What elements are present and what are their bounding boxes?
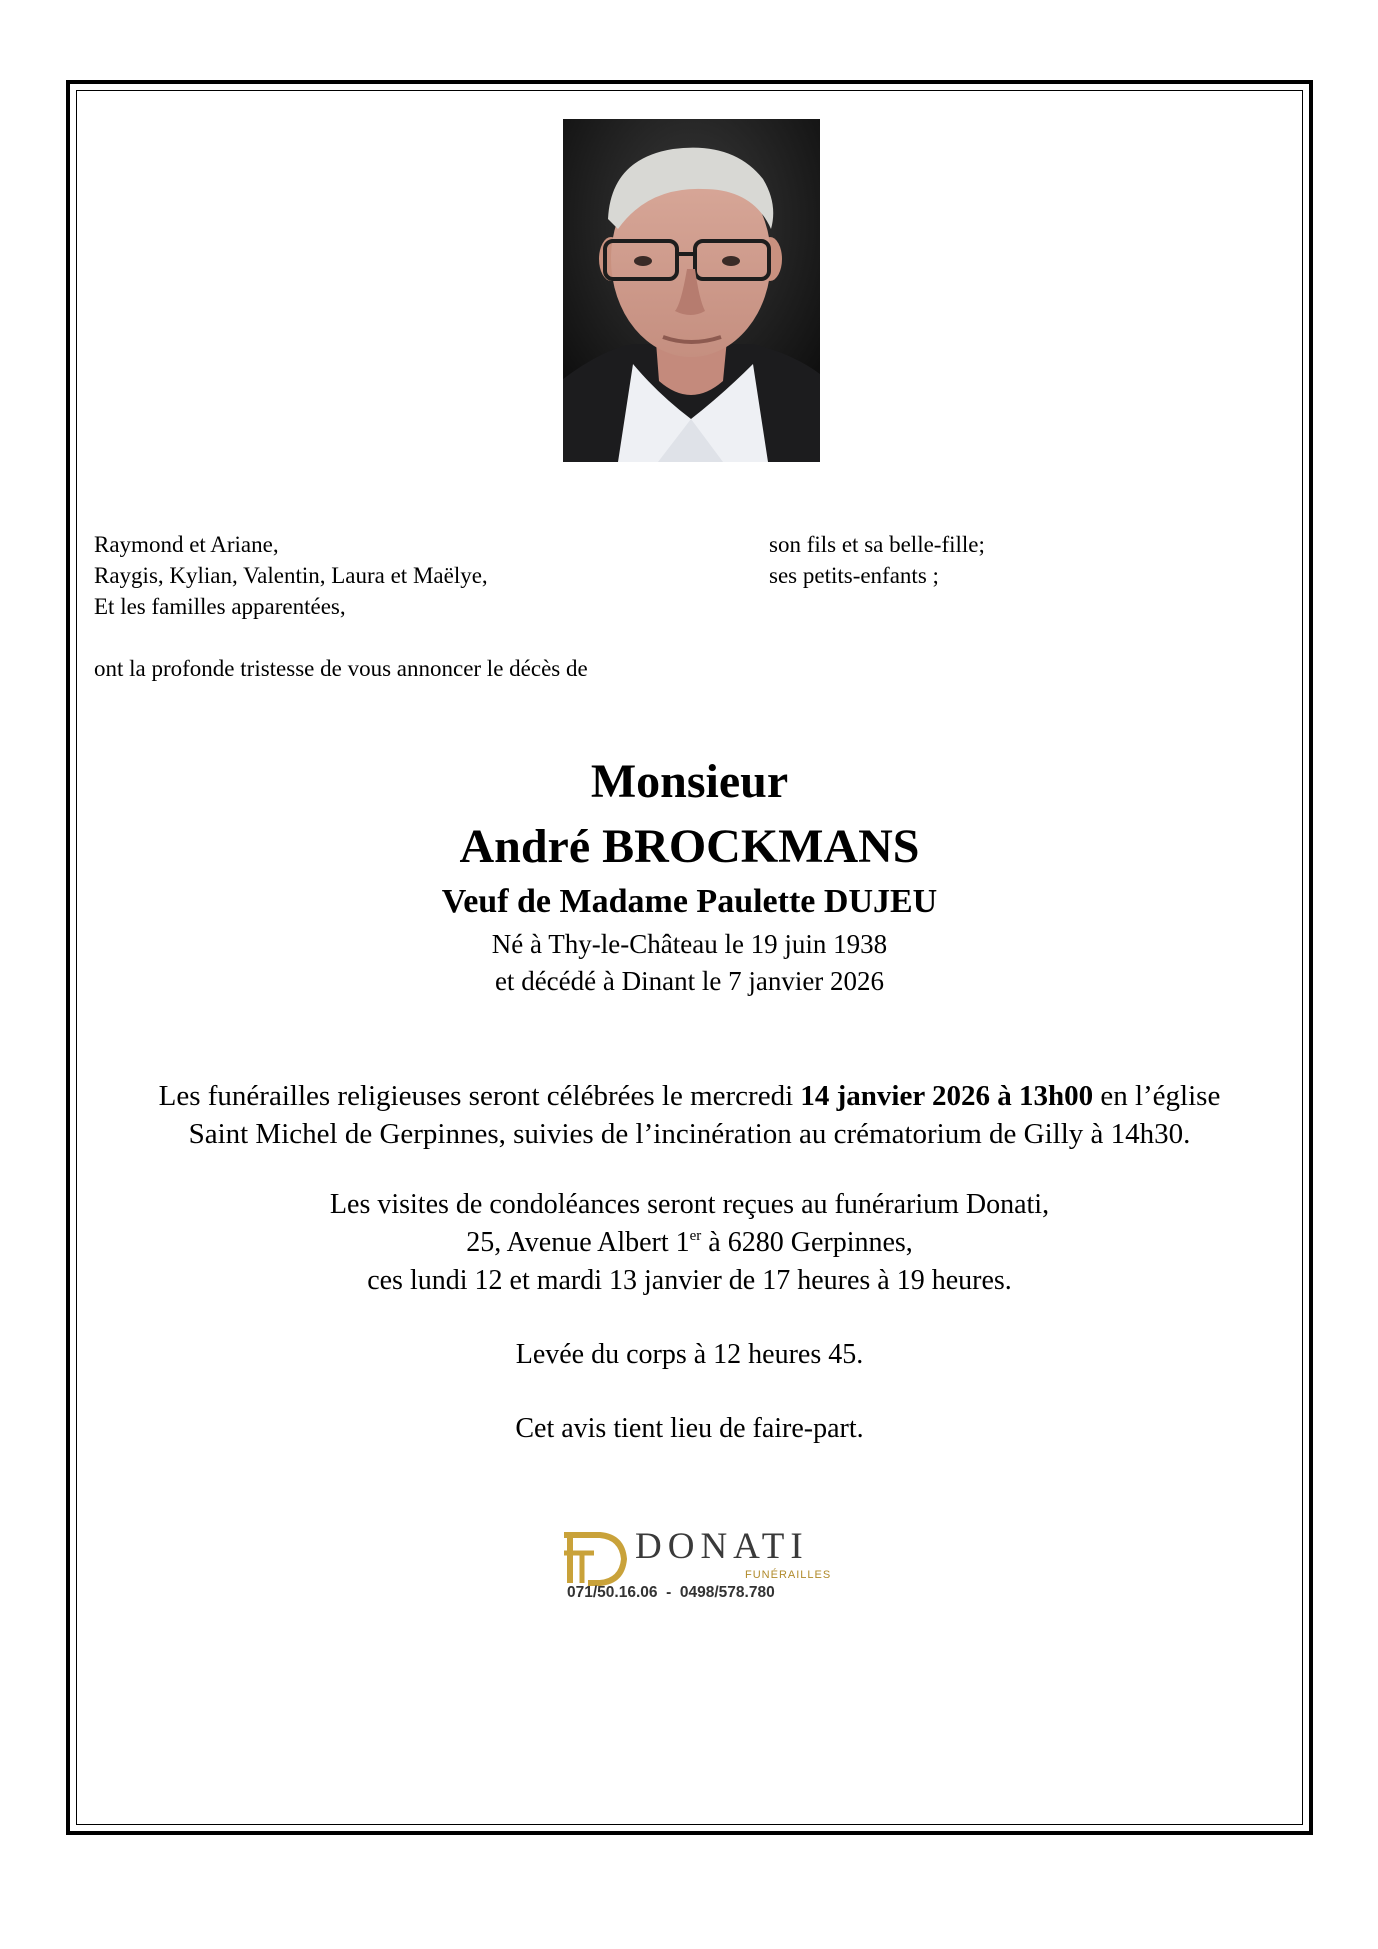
family-relation: ses petits-enfants ; — [769, 563, 939, 588]
family-row — [94, 560, 1094, 591]
portrait-photo — [563, 119, 820, 462]
announcement-text: ont la profonde tristesse de vous annoncer le décès de — [94, 656, 588, 681]
funeral-line-2: Saint Michel de Gerpinnes, suivies de l’incinération au crématorium de Gilly à 14h30. — [188, 1118, 1191, 1150]
visits-address — [66, 1224, 1313, 1262]
donati-logo — [555, 1525, 830, 1615]
logo-phones: 071/50.16.06 - 0498/578.780 — [567, 1584, 775, 1601]
birth-line: Né à Thy-le-Château le 19 juin 1938 — [491, 929, 888, 959]
funeral-line-1 — [66, 1077, 1313, 1115]
family-list — [94, 529, 1094, 622]
widow-line: Veuf de Madame Paulette DUJEU — [441, 883, 938, 920]
honorific-title: Monsieur — [590, 755, 789, 808]
address-superscript: er — [689, 1228, 702, 1244]
family-member: Raygis, Kylian, Valentin, Laura et Maëlye, — [94, 563, 488, 588]
family-relation: son fils et sa belle-fille; — [769, 532, 985, 557]
family-row — [94, 591, 1094, 622]
family-member: Et les familles apparentées, — [94, 594, 346, 619]
faire-part-line: Cet avis tient lieu de faire-part. — [515, 1413, 864, 1444]
funeral-text: Les funérailles religieuses seront célébrées le mercredi — [158, 1080, 801, 1112]
donati-monogram-icon — [560, 1527, 630, 1587]
funeral-details — [66, 1077, 1313, 1153]
funeral-text: en l’église — [1093, 1080, 1221, 1112]
deceased-name: André BROCKMANS — [459, 820, 920, 873]
visits-line-1: Les visites de condoléances seront reçues au funérarium Donati, — [329, 1189, 1050, 1220]
address-text: à 6280 Gerpinnes, — [701, 1227, 913, 1258]
funeral-date-time: 14 janvier 2026 à 13h00 — [800, 1080, 1094, 1112]
levee-line: Levée du corps à 12 heures 45. — [515, 1339, 864, 1370]
logo-subtitle: FUNÉRAILLES — [745, 1569, 832, 1581]
visits-hours: ces lundi 12 et mardi 13 janvier de 17 heures à 19 heures. — [367, 1265, 1012, 1296]
family-member: Raymond et Ariane, — [94, 532, 279, 557]
death-line: et décédé à Dinant le 7 janvier 2026 — [494, 966, 885, 996]
family-row — [94, 529, 1094, 560]
logo-name: DONATI — [635, 1526, 809, 1567]
address-text: 25, Avenue Albert 1 — [466, 1227, 690, 1258]
